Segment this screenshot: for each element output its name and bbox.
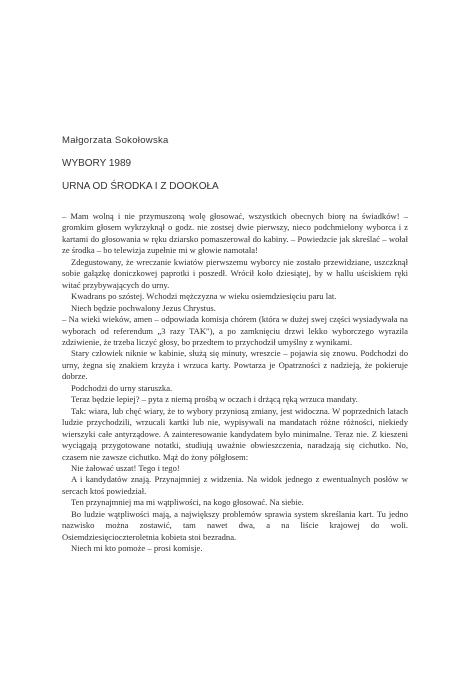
paragraph: – Mam wolną i nie przymuszoną wolę głosować, wszystkich obecnych biorę na świadków! – gromkim głosem wykrzyknął o godz. nie zostsej dwie pierwszy, nieco podchmielony wyborca i z kartami do głosowania w ręku dziarsko pomaszerował do kabiny. – Powiedzcie jak skreślać – wołał ze środka – bo telewizja zupełnie mi w głowie namotała! xyxy=(62,211,408,256)
paragraph: Niech będzie pochwalony Jezus Chrystus. xyxy=(71,302,216,313)
paragraph: Bo ludzie wątpliwości mają, a największy problemów sprawia system skreślania kart. Tu jedno nazwisko można zostawić, tam nawet dwa, a na liście krajowej do woli. Osiemdziesięcioczteroletnia kobieta stoi bezradna. xyxy=(62,508,408,542)
paragraph: A i kandydatów znają. Przynajmniej z widzenia. Na widok jednego z ewentualnych posłów w sercach ktoś powiedział. xyxy=(62,474,408,496)
paragraph: Nie żałować uszat! Tego i tego! xyxy=(71,462,180,473)
author-name: Małgorzata Sokołowska xyxy=(62,135,169,146)
paragraph: Ten przynajmniej ma mi wątpliwości, na kogo głosować. Na siebie. xyxy=(71,497,304,508)
paragraph: Kwadrans po szóstej. Wchodzi mężczyzna w wieku osiemdziesięciu paru lat. xyxy=(71,291,337,302)
paragraph: Tak: wiara, lub chęć wiary, że to wybory przyniosą zmiany, jest widoczna. W poprzednich latach ludzie przychodzili, wrzucali kartki lub nie, wypisywali na mandatach różne różności, niekiedy wierszyki całe antyrządowe. A zainteresowanie kandydatem było minimalne. Teraz nie. Z kieszeni wyciągają przygotowane notatki, studiują uważnie obwieszczenia, naradzają się cichutko. No, czasem nie zawsze cichutko. Mąż do żony półgłosem: xyxy=(62,405,408,462)
section-heading: WYBORY 1989 xyxy=(62,158,132,169)
paragraph: – Na wieki wieków, amen – odpowiada komisja chórem (która w dużej swej części wysiadywała na wyborach od referendum „3 razy TAK"), a po zamknięciu drzwi lekko wyborczego wyrazila zdziwienie, że trzeba liczyć głosy, bo przedtem to przychodził umyślny z wynikami. xyxy=(62,314,408,347)
paragraph: Stary człowiek niknie w kabinie, służą się minuty, wreszcie – pojawia się znowu. Podchodzi do urny, żegna się znakiem krzyża i wrzuca karty. Powtarza je Opatrzności z nadzieją, że pokieruje dobrze. xyxy=(62,348,408,382)
article-body xyxy=(62,211,408,555)
paragraph: Podchodzi do urny staruszka. xyxy=(71,382,173,393)
article-title: URNA OD ŚRODKA I Z DOOKOŁA xyxy=(62,181,219,192)
paragraph: Zdegustowany, że wreczanie kwiatów pierwszemu wyborcy nie zostało przewidziane, uszczknął sobie gałązkę doniczkowej paprotki i poszedł. Wrócił koło dziesiątej, by w hallu uściskiem ręki witać przybywających do urny. xyxy=(62,256,408,290)
paragraph: Niech mi kto pomoże – prosi komisje. xyxy=(71,543,203,554)
paragraph: Teraz będzie lepiej? – pyta z niemą prośbą w oczach i drżącą ręką wrzuca mandaty. xyxy=(71,394,358,405)
